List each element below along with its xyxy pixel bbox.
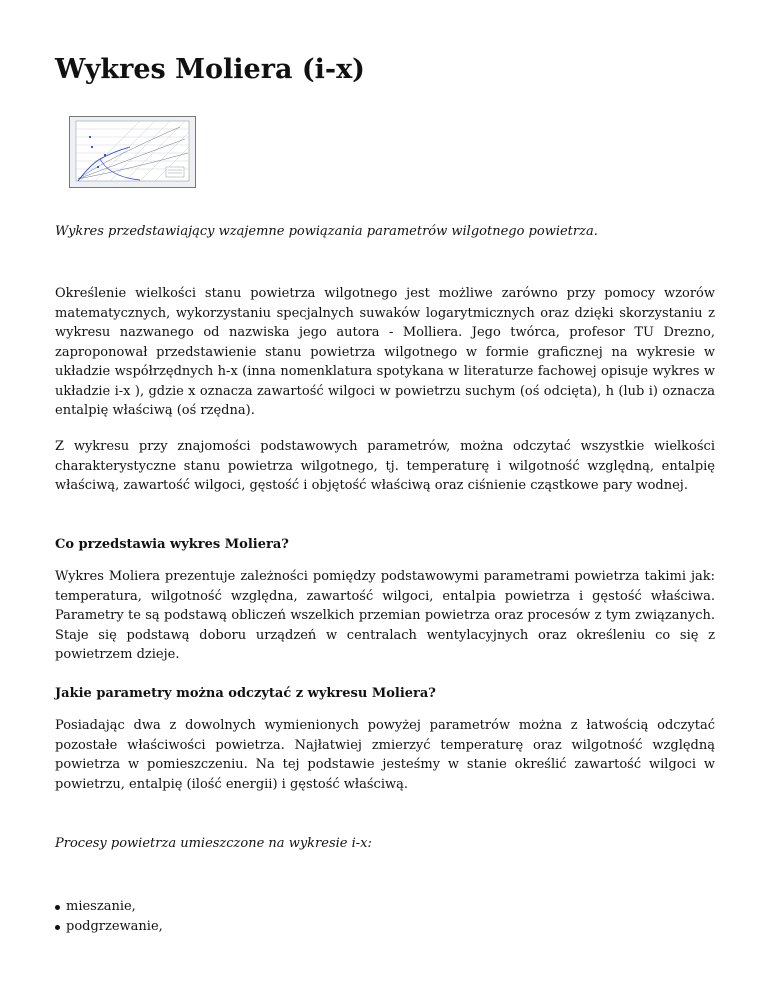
mollier-chart-image xyxy=(70,117,195,187)
processes-heading: Procesy powietrza umieszczone na wykresie i-x: xyxy=(55,836,372,851)
section-paragraph-what-shows: Wykres Moliera prezentuje zależności pomiędzy podstawowymi parametrami powietrza takimi jak: temperatura, wilgotność względna, zawartość wilgoci, entalpia powietrza i gęstość właściwa. Parametry te są podstawą obliczeń wszelkich przemian powietrza oraz procesów z tym związanych. Staje się podstawą doboru urządzeń w centralach wentylacyjnych oraz określeniu co się z powietrzem dzieje. xyxy=(55,569,715,662)
processes-list xyxy=(55,897,163,937)
section-heading-what-shows: Co przedstawia wykres Moliera? xyxy=(55,537,289,552)
mollier-chart-thumbnail[interactable] xyxy=(69,116,196,188)
section-paragraph-parameters: Posiadając dwa z dowolnych wymienionych powyżej parametrów można z łatwością odczytać pozostałe właściwości powietrza. Najłatwiej zmierzyć temperaturę oraz wilgotność względną powietrza w pomieszczeniu. Na tej podstawie jesteśmy w stanie określić zawartość wilgoci w powietrzu, entalpię (ilość energii) i gęstość właściwą. xyxy=(55,718,715,792)
image-caption: Wykres przedstawiający wzajemne powiązania parametrów wilgotnego powietrza. xyxy=(55,224,598,239)
intro-paragraph-2: Z wykresu przy znajomości podstawowych parametrów, można odczytać wszystkie wielkości charakterystyczne stanu powietrza wilgotnego, tj. temperaturę i wilgotność względną, entalpię właściwą, zawartość wilgoci, gęstość i objętość właściwą oraz ciśnienie cząstkowe pary wodnej. xyxy=(55,439,715,493)
section-heading-parameters: Jakie parametry można odczytać z wykresu Moliera? xyxy=(55,686,436,701)
page-title: Wykres Moliera (i-x) xyxy=(55,54,365,85)
intro-paragraph-1: Określenie wielkości stanu powietrza wilgotnego jest możliwe zarówno przy pomocy wzorów matematycznych, wykorzystaniu specjalnych suwaków logarytmicznych oraz dzięki skorzystaniu z wykresu nazwanego od nazwiska jego autora - Molliera. Jego twórca, profesor TU Drezno, zaproponował przedstawienie stanu powietrza wilgotnego w formie graficznej na wykresie w układzie współrzędnych h-x (inna nomenklatura spotykana w literaturze fachowej opisuje wykres w układzie i-x ), gdzie x oznacza zawartość wilgoci w powietrzu suchym (oś odcięta), h (lub i) oznacza entalpię właściwą (oś rzędna). xyxy=(55,286,715,418)
list-item: podgrzewanie, xyxy=(55,917,163,937)
list-item: mieszanie, xyxy=(55,897,163,917)
